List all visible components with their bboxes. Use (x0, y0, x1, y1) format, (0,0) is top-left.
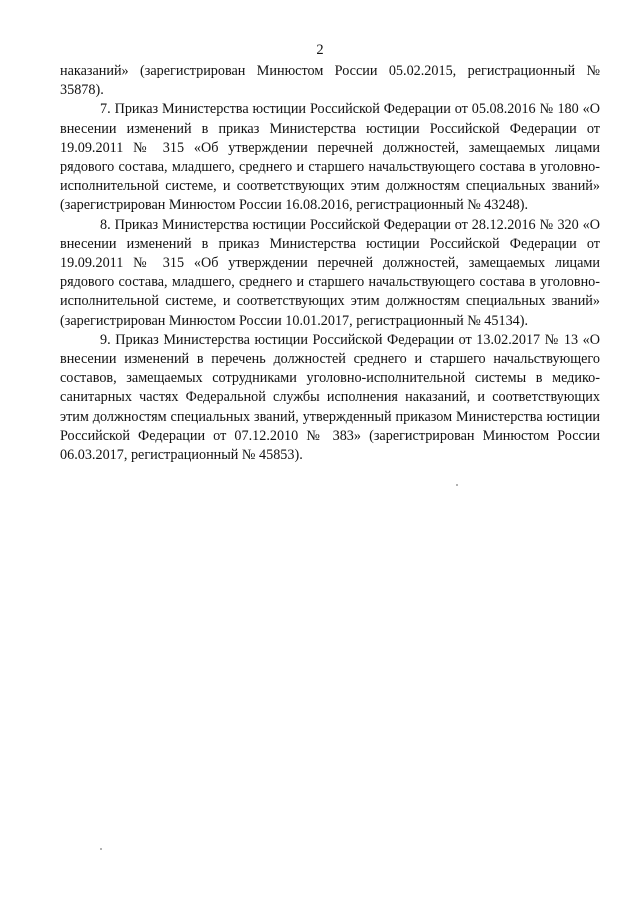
scan-speck (456, 484, 458, 486)
document-body (60, 62, 600, 465)
list-item-8: 8. Приказ Министерства юстиции Российской Федерации от 28.12.2016 № 320 «О внесении изменений в приказ Министерства юстиции Российской Федерации от 19.09.2011 № 315 «Об утверждении перечней должностей, замещаемых лицами рядового состава, младшего, среднего и старшего начальствующего состава в уголовно-исполнительной системе, и соответствующих этим должностям специальных званий» (зарегистрирован Минюстом России 10.01.2017, регистрационный № 45134). (60, 216, 600, 329)
continuation-paragraph: наказаний» (зарегистрирован Минюстом России 05.02.2015, регистрационный № 35878). (60, 63, 600, 99)
list-item-7: 7. Приказ Министерства юстиции Российской Федерации от 05.08.2016 № 180 «О внесении изменений в приказ Министерства юстиции Российской Федерации от 19.09.2011 № 315 «Об утверждении перечней должностей, замещаемых лицами рядового состава, младшего, среднего и старшего начальствующего состава в уголовно-исполнительной системе, и соответствующих этим должностям специальных званий» (зарегистрирован Минюстом России 16.08.2016, регистрационный № 43248). (60, 101, 600, 214)
scan-speck (100, 848, 102, 850)
page-number: 2 (316, 42, 324, 58)
list-item-9: 9. Приказ Министерства юстиции Российской Федерации от 13.02.2017 № 13 «О внесении изменений в перечень должностей среднего и старшего начальствующего составов, замещаемых сотрудниками уголовно-исполнительной системы в медико-санитарных частях Федеральной службы исполнения наказаний, и соответствующих этим должностям специальных званий, утвержденный приказом Министерства юстиции Российской Федерации от 07.12.2010 № 383» (зарегистрирован Минюстом России 06.03.2017, регистрационный № 45853). (60, 331, 600, 464)
